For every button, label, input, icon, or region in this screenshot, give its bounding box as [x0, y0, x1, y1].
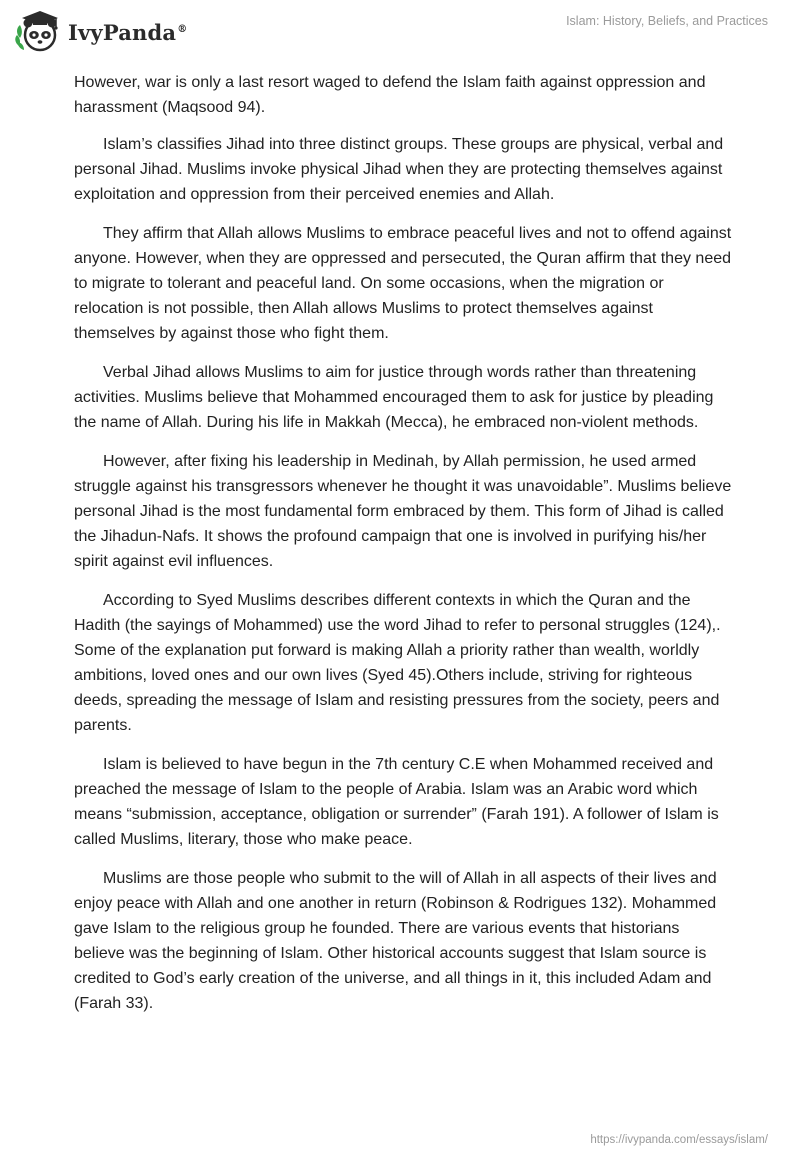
document-title: Islam: History, Beliefs, and Practices	[566, 14, 768, 28]
paragraph: They affirm that Allah allows Muslims to embrace peaceful lives and not to offend against anyone. However, when they are oppressed and persecuted, the Quran affirm that they need to migrate to tolerant and peaceful land. On some occasions, when the migration or relocation is not possible, then Allah allows Muslims to protect themselves against themselves by against those who fight them.	[74, 225, 732, 342]
paragraph: Islam’s classifies Jihad into three distinct groups. These groups are physical, verbal and personal Jihad. Muslims invoke physical Jihad when they are protecting themselves against exploitation and oppression from their perceived enemies and Allah.	[74, 136, 724, 203]
registered-mark: ®	[177, 23, 188, 35]
ivypanda-logo[interactable]	[14, 8, 187, 54]
paragraph: However, war is only a last resort waged to defend the Islam faith against oppression and harassment (Maqsood 94).	[74, 74, 706, 116]
paragraph: However, after fixing his leadership in Medinah, by Allah permission, he used armed struggle against his transgressors whenever he thought it was unavoidable”. Muslims believe personal Jihad is the most fundamental form embraced by them. This form of Jihad is called the Jihadun-Nafs. It shows the profound campaign that one is involved in purifying his/her spirit against evil influences.	[74, 453, 732, 570]
paragraph: Muslims are those people who submit to the will of Allah in all aspects of their lives and enjoy peace with Allah and one another in return (Robinson & Rodrigues 132). Mohammed gave Islam to the religious group he founded. There are various events that historians believe was the beginning of Islam. Other historical accounts suggest that Islam source is credited to God’s early creation of the universe, and all things in it, this included Adam and (Farah 33).	[74, 870, 717, 1012]
logo-wordmark	[68, 20, 187, 45]
essay-body	[74, 70, 734, 1030]
panda-graduation-cap-icon	[14, 8, 62, 54]
paragraph: Islam is believed to have begun in the 7th century C.E when Mohammed received and preached the message of Islam to the people of Arabia. Islam was an Arabic word which means “submission, acceptance, obligation or surrender” (Farah 191). A follower of Islam is called Muslims, literary, those who make peace.	[74, 756, 719, 848]
footer-url-link[interactable]: https://ivypanda.com/essays/islam/	[590, 1134, 768, 1146]
paragraph: Verbal Jihad allows Muslims to aim for justice through words rather than threatening activities. Muslims believe that Mohammed encouraged them to ask for justice by pleading the name of Allah. During his life in Makkah (Mecca), he embraced non-violent methods.	[74, 364, 714, 431]
logo-text: IvyPanda	[68, 19, 177, 45]
page-header	[0, 0, 800, 64]
paragraph: According to Syed Muslims describes different contexts in which the Quran and the Hadith (the sayings of Mohammed) use the word Jihad to refer to personal struggles (124),. Some of the explanation put forward is making Allah a priority rather than wealth, worldly ambitions, loved ones and our own lives (Syed 45).Others include, striving for righteous deeds, spreading the message of Islam and resisting pressures from the society, peers and parents.	[74, 592, 721, 734]
